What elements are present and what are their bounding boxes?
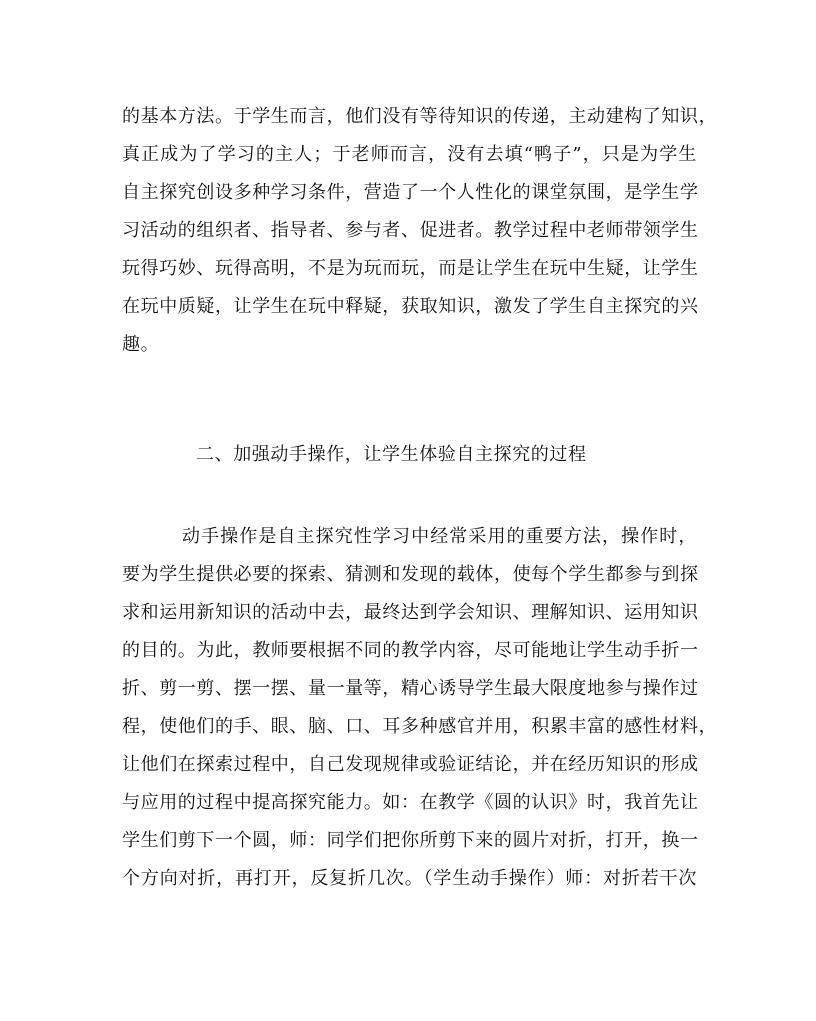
section-heading: 二、加强动手操作，让学生体验自主探究的过程: [196, 444, 587, 465]
paragraph-2-line: 求和运用新知识的活动中去，最终达到学会知识、理解知识、运用知识: [122, 602, 699, 623]
paragraph-2-line: 折、剪一剪、摆一摆、量一量等，精心诱导学生最大限度地参与操作过: [122, 678, 699, 699]
paragraph-1-line: 玩得巧妙、玩得高明，不是为玩而玩，而是让学生在玩中生疑，让学生: [122, 258, 699, 279]
paragraph-2-line: 的目的。为此，教师要根据不同的教学内容，尽可能地让学生动手折一: [122, 640, 699, 661]
paragraph-1-line: 习活动的组织者、指导者、参与者、促进者。教学过程中老师带领学生: [122, 220, 699, 241]
paragraph-1-line: 在玩中质疑，让学生在玩中释疑，获取知识，激发了学生自主探究的兴: [122, 296, 699, 317]
paragraph-1-line: 趣。: [122, 334, 160, 355]
paragraph-2-line: 学生们剪下一个圆，师：同学们把你所剪下来的圆片对折，打开，换一: [122, 830, 699, 851]
paragraph-2-line: 与应用的过程中提高探究能力。如：在教学《圆的认识》时，我首先让: [122, 792, 699, 813]
paragraph-1: [122, 98, 718, 364]
paragraph-2-line: 要为学生提供必要的探索、猜测和发现的载体，使每个学生都参与到探: [122, 564, 699, 585]
paragraph-1-line: 真正成为了学习的主人；于老师而言，没有去填“鸭子”，只是为学生: [122, 144, 697, 165]
paragraph-2-line: 个方向对折，再打开，反复折几次。（学生动手操作）师：对折若干次: [122, 868, 697, 889]
paragraph-1-line: 自主探究创设多种学习条件，营造了一个人性化的课堂氛围，是学生学: [122, 182, 699, 203]
paragraph-2-line: 程，使他们的手、眼、脑、口、耳多种感官并用，积累丰富的感性材料，: [122, 716, 718, 737]
paragraph-1-line: 的基本方法。于学生而言，他们没有等待知识的传递，主动建构了知识，: [122, 106, 718, 127]
paragraph-2-line: 动手操作是自主探究性学习中经常采用的重要方法，操作时，: [182, 526, 697, 547]
paragraph-2: [122, 518, 718, 898]
paragraph-2-line: 让他们在探索过程中，自己发现规律或验证结论，并在经历知识的形成: [122, 754, 699, 775]
